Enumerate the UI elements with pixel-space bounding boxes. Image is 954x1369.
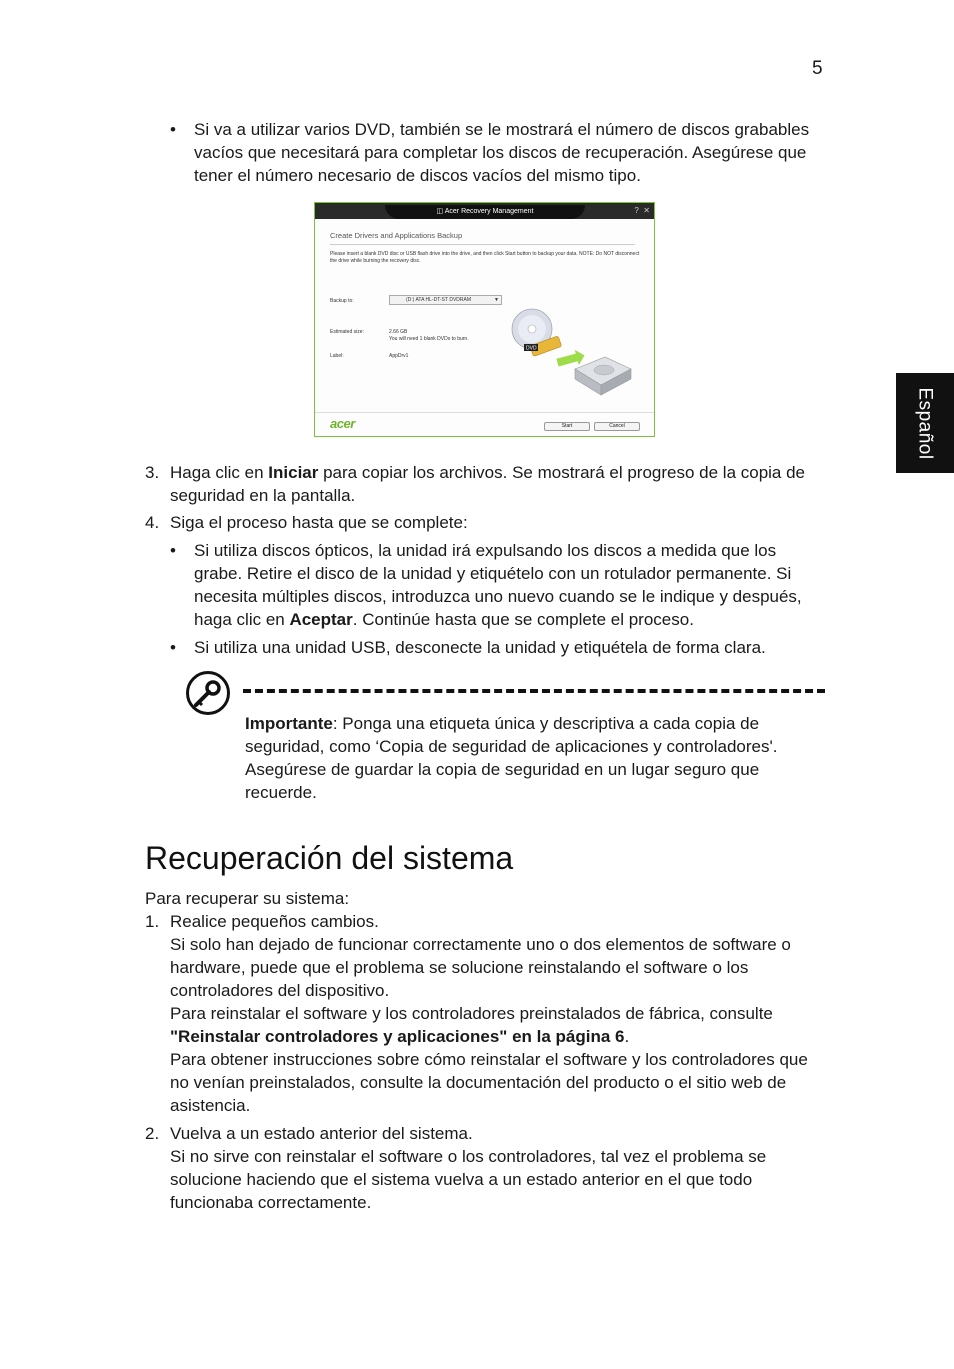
backup-illustration bbox=[505, 307, 640, 407]
close-icon[interactable]: ✕ bbox=[643, 206, 650, 215]
bullet-marker: • bbox=[170, 120, 176, 139]
start-button[interactable]: Start bbox=[544, 422, 590, 431]
chevron-down-icon: ▼ bbox=[494, 297, 499, 303]
dialog-title-tab bbox=[385, 205, 585, 219]
cancel-button[interactable]: Cancel bbox=[594, 422, 640, 431]
estimated-size-value: 2.66 GB bbox=[389, 329, 408, 335]
help-icon[interactable]: ? bbox=[634, 206, 639, 215]
dialog-divider bbox=[330, 244, 635, 245]
estimated-size-label: Estimated size: bbox=[330, 329, 364, 335]
label-value: AppDrv1 bbox=[389, 353, 409, 359]
label-label: Label: bbox=[330, 353, 344, 359]
important-note: Importante: Ponga una etiqueta única y descriptiva a cada copia de seguridad, como ‘Copia de seguridad de aplicaciones y controladores'. Asegúrese de guardar la copia de seguridad en un lugar seguro que recuerde. bbox=[245, 714, 778, 802]
acer-logo: acer bbox=[330, 416, 355, 431]
step-number: 3. bbox=[145, 463, 160, 482]
note-divider bbox=[243, 689, 825, 693]
dialog-titlebar bbox=[315, 203, 654, 219]
cross-reference-link[interactable]: "Reinstalar controladores y aplicaciones" en la página 6 bbox=[170, 1027, 625, 1046]
bullet-marker: • bbox=[170, 541, 176, 560]
section-heading: Recuperación del sistema bbox=[145, 840, 514, 876]
intro-bullet-text: Si va a utilizar varios DVD, también se le mostrará el número de discos grabables vacíos que necesitará para completar los discos de recuperación. Asegúrese que tener el número necesario de discos vacíos del mismo tipo. bbox=[194, 120, 810, 185]
recovery-dialog-screenshot bbox=[314, 202, 655, 437]
recovery-step-1-p2: Para reinstalar el software y los controladores preinstalados de fábrica, consulte "Reinstalar controladores y aplicaciones" en la página 6. bbox=[170, 1004, 773, 1046]
step-4-text: Siga el proceso hasta que se complete: bbox=[170, 513, 468, 532]
titlebar-buttons bbox=[634, 206, 650, 216]
dialog-body bbox=[315, 219, 654, 436]
dialog-description: Please insert a blank DVD disc or USB flash drive into the drive, and then click Start button to backup your data. NOTE: Do NOT disconnect the drive while burning the recovery disc. bbox=[330, 251, 640, 264]
page-number: 5 bbox=[812, 58, 823, 79]
recovery-step-1-title: Realice pequeños cambios. bbox=[170, 912, 379, 931]
dialog-title: Acer Recovery Management bbox=[444, 208, 534, 215]
language-tab bbox=[896, 373, 954, 473]
dvd-tag: DVD bbox=[526, 345, 537, 352]
estimated-size-note: You will need 1 blank DVDs to burn. bbox=[389, 336, 469, 342]
hard-drive-icon bbox=[575, 357, 631, 395]
step-number: 2. bbox=[145, 1124, 160, 1143]
step-3-text: Haga clic en Iniciar para copiar los archivos. Se mostrará el progreso de la copia de seguridad en la pantalla. bbox=[170, 463, 806, 505]
dialog-section-title: Create Drivers and Applications Backup bbox=[330, 231, 463, 240]
step-4-bullet-usb: Si utiliza una unidad USB, desconecte la unidad y etiquétela de forma clara. bbox=[194, 638, 766, 657]
step-4-bullet-optical: Si utiliza discos ópticos, la unidad irá expulsando los discos a medida que los grabe. Retire el disco de la unidad y etiquételo con un rotulador permanente. Si necesita múltiples discos, introduzca uno nuevo cuando se le indique y después, haga clic en Aceptar. Continúe hasta que se complete el proceso. bbox=[194, 541, 802, 629]
recovery-step-2 bbox=[170, 1122, 830, 1214]
dialog-footer-divider bbox=[315, 412, 654, 413]
recovery-step-1 bbox=[170, 910, 830, 1117]
language-tab-label: Español bbox=[914, 386, 936, 460]
recovery-step-2-p1: Si no sirve con reinstalar el software o los controladores, tal vez el problema se solucione haciendo que el sistema vuelva a un estado anterior en el que todo funcionaba correctamente. bbox=[170, 1147, 767, 1212]
section-intro: Para recuperar su sistema: bbox=[145, 889, 350, 908]
drive-icon: ◫ bbox=[436, 208, 445, 215]
backup-to-value: (D:) ATA HL-DT-ST DVDRAM bbox=[406, 297, 472, 303]
bullet-marker: • bbox=[170, 638, 176, 657]
recovery-step-1-p1: Si solo han dejado de funcionar correctamente uno o dos elementos de software o hardware, puede que el problema se solucione reinstalando el software o los controladores del dispositivo. bbox=[170, 935, 791, 1000]
key-icon bbox=[186, 671, 230, 715]
recovery-step-2-title: Vuelva a un estado anterior del sistema. bbox=[170, 1124, 473, 1143]
step-number: 4. bbox=[145, 513, 160, 532]
backup-to-label: Backup to: bbox=[330, 298, 354, 304]
recovery-step-1-p3: Para obtener instrucciones sobre cómo reinstalar el software y los controladores que no venían preinstalados, consulte la documentación del producto o el sitio web de asistencia. bbox=[170, 1050, 808, 1115]
backup-to-select[interactable] bbox=[389, 295, 502, 305]
step-number: 1. bbox=[145, 912, 160, 931]
